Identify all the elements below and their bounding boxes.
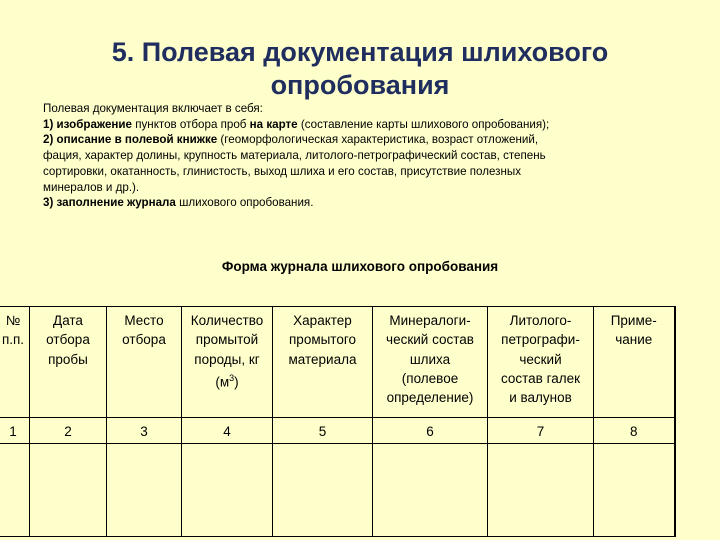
empty-cell [488, 444, 594, 537]
form-title: Форма журнала шлихового опробования [221, 259, 499, 274]
table-empty-row [0, 444, 675, 537]
column-number-cell: 8 [594, 418, 675, 444]
intro-line [43, 101, 683, 117]
header-cell-material: Характер промытого материала [273, 307, 373, 418]
intro-item-2-line4: минералов и др.). [43, 180, 140, 194]
intro-item-1-bold2: на карте [249, 117, 298, 131]
column-number-cell: 7 [488, 418, 594, 444]
header-cell-date: Дата отбора пробы [30, 307, 107, 418]
column-number-cell: 5 [273, 418, 373, 444]
intro-item-1-mid: пунктов отбора проб [132, 117, 250, 131]
table-header-row [0, 307, 675, 418]
slide-title-line2: опробования [270, 70, 450, 100]
slide-title-line1: 5. Полевая документация шлихового [111, 37, 609, 67]
intro-item-1-bold: изображение [56, 117, 132, 131]
intro-item-3-bold: 3) заполнение журнала [43, 196, 176, 210]
empty-cell [30, 444, 107, 537]
intro-item-1-number: 1) [43, 117, 57, 131]
intro-item-2-line2: фация, характер долины, крупность материала, литолого-петрографический состав, степень [43, 149, 546, 163]
header-cell-quantity: Количество промытой породы, кг $(м^3)$ [182, 307, 273, 418]
header-cell-litho: Литолого- петрографи- ческий состав галек и валунов [488, 307, 594, 418]
empty-cell [0, 444, 30, 537]
journal-table [0, 306, 676, 537]
column-number-cell: 3 [107, 418, 182, 444]
intro-item-2 [43, 132, 683, 148]
intro-item-3-rest: шлихового опробования. [175, 196, 314, 210]
intro-item-2-rest: (геоморфологическая характеристика, возраст отложений, [217, 133, 539, 147]
intro-item-1 [43, 117, 683, 133]
table-number-row [0, 418, 675, 444]
column-number-cell: 6 [373, 418, 488, 444]
empty-cell [182, 444, 273, 537]
header-cell-place: Место отбора [107, 307, 182, 418]
intro-item-1-rest: (составление карты шлихового опробования); [297, 117, 550, 131]
intro-item-2-line3: сортировки, окатанность, глинистость, выход шлиха и его состав, присутствие полезных [43, 164, 522, 178]
empty-cell [107, 444, 182, 537]
header-cell-number: № п.п. [0, 307, 30, 418]
header-cell-mineral: Минералоги- ческий состав шлиха (полевое определение) [373, 307, 488, 418]
column-number-cell: 1 [0, 418, 30, 444]
empty-cell [594, 444, 675, 537]
empty-cell [273, 444, 373, 537]
slide-title [70, 36, 650, 102]
intro-item-3 [43, 195, 683, 211]
intro-item-2-bold: 2) описание в полевой книжке [43, 133, 218, 147]
header-cell-note: Приме- чание [594, 307, 675, 418]
intro-heading: Полевая документация включает в себя: [43, 102, 263, 115]
column-number-cell: 2 [30, 418, 107, 444]
column-number-cell: 4 [182, 418, 273, 444]
intro-text [43, 101, 683, 211]
empty-cell [373, 444, 488, 537]
